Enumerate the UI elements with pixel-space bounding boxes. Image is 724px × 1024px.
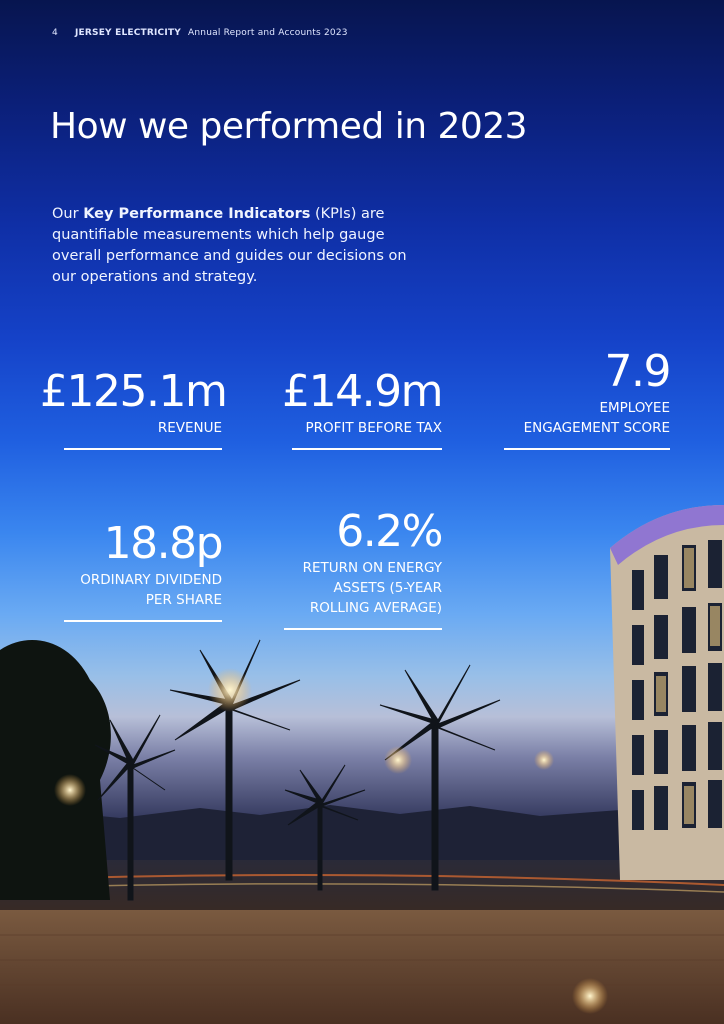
kpi-label-line: PROFIT BEFORE TAX [305,420,442,436]
intro-highlight: Key Performance Indicators [83,206,311,222]
kpi-label-line: ROLLING AVERAGE) [309,600,442,616]
kpi-label [40,570,222,610]
kpi-label-line: ORDINARY DIVIDEND [80,572,222,588]
kpi-dividend [40,520,222,610]
page-number: 4 [52,28,58,38]
kpi-label [262,418,442,438]
brand-name: JERSEY ELECTRICITY [75,28,181,38]
kpi-employee-engagement [490,348,670,438]
kpi-value: £125.1m [40,366,227,417]
kpi-label-line: RETURN ON ENERGY [302,560,442,576]
kpi-divider [504,448,670,450]
kpi-value: 6.2% [336,506,442,557]
kpi-profit-before-tax [262,368,442,438]
kpi-value: 18.8p [103,518,222,569]
kpi-label [490,398,670,438]
page-title: How we performed in 2023 [50,106,528,147]
intro-paragraph [52,204,432,288]
kpi-return-on-energy-assets [262,508,442,618]
document-title: Annual Report and Accounts 2023 [188,28,348,38]
kpi-label [40,418,222,438]
kpi-label-line: ASSETS (5-YEAR [333,580,442,596]
kpi-revenue [40,366,227,438]
kpi-label [262,558,442,618]
intro-post: (KPIs) are quantifiable measurements which help gauge overall performance and guides our decisions on our operations and strategy. [52,206,407,285]
running-header [52,28,348,38]
kpi-divider [64,448,222,450]
kpi-divider [64,620,222,622]
kpi-label-line: EMPLOYEE [599,400,670,416]
kpi-label-line: PER SHARE [145,592,222,608]
kpi-label-line: ENGAGEMENT SCORE [523,420,670,436]
kpi-label-line: REVENUE [157,420,222,436]
intro-pre: Our [52,206,84,222]
kpi-divider [292,448,442,450]
kpi-divider [284,628,442,630]
kpi-value: £14.9m [282,366,442,417]
kpi-value: 7.9 [604,346,670,397]
